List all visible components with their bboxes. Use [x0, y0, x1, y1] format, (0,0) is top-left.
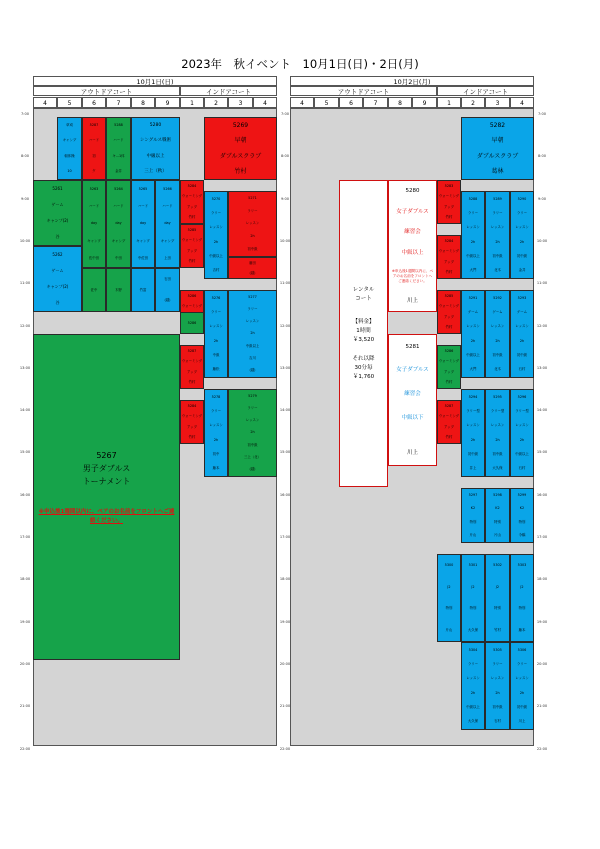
court-number-header: 4 — [290, 97, 314, 108]
event-block[interactable]: 5265 ハード day キャンプ 中佐田 — [131, 180, 155, 268]
event-block[interactable]: 竹富 — [131, 268, 155, 312]
event-block[interactable]: 5292 ゲーム レッスン 2h 初中級 北木 — [485, 290, 510, 378]
court-number-header: 7 — [363, 97, 388, 108]
court-number-header: 4 — [33, 97, 57, 108]
event-block[interactable]: 5281 女子ダブルス 練習会 中級以下 川上 — [388, 334, 437, 466]
time-label: 9:00 — [280, 196, 290, 201]
time-label: 8:00 — [20, 154, 30, 159]
event-block[interactable]: 5284 ウォーミング アップ 竹村 — [180, 180, 204, 224]
time-label: 12:00 — [19, 323, 31, 328]
event-block[interactable]: 5286 ウォーミング アップ 竹村 — [437, 345, 461, 389]
time-label: 18:00 — [536, 577, 548, 582]
time-label: 10:00 — [19, 238, 31, 243]
event-block[interactable]: 5286 — [180, 312, 204, 334]
time-label: 8:00 — [537, 154, 547, 159]
time-label: 13:00 — [279, 365, 291, 370]
event-block[interactable]: 5284 ウォーミング アップ 竹村 — [437, 235, 461, 279]
time-label: 16:00 — [279, 492, 291, 497]
time-label: 18:00 — [279, 577, 291, 582]
time-label: 20:00 — [536, 661, 548, 666]
court-number-header: 1 — [437, 97, 461, 108]
event-block[interactable]: 5297 K2 特別 片山 — [461, 488, 485, 543]
court-number-header: 8 — [131, 97, 155, 108]
time-label: 11:00 — [19, 281, 31, 286]
day1-indoor-header: インドアコート — [180, 86, 277, 96]
court-number-header: 1 — [180, 97, 204, 108]
event-block[interactable]: 5286 ウォーミング — [180, 290, 204, 334]
event-block[interactable]: 5290 ラリー レッスン 2h 初中級 金井 — [510, 191, 534, 279]
court-number-header: 9 — [155, 97, 180, 108]
court-number-header: 4 — [253, 97, 277, 108]
event-block[interactable]: 5305 ラリー レッスン 2h 初中級 石村 — [485, 642, 510, 730]
day1-date-header: 10月1日(日) — [33, 76, 277, 86]
time-label: 22:00 — [536, 746, 548, 751]
time-label: 18:00 — [19, 577, 31, 582]
event-block[interactable]: 5293 ゲーム レッスン 2h 初中級 石村 — [510, 290, 534, 378]
time-label: 9:00 — [20, 196, 30, 201]
event-block[interactable]: 5284 ウォーミング アップ 竹村 — [180, 400, 204, 444]
time-label: 17:00 — [536, 535, 548, 539]
event-block[interactable]: 5289 ラリー レッスン 2h 初中級 北木 — [485, 191, 510, 279]
event-block[interactable]: 5261 ゲーム キャンプ(2) 谷 — [33, 180, 82, 246]
court-number-header: 6 — [82, 97, 106, 108]
time-label: 13:00 — [536, 365, 548, 370]
page-title: 2023年 秋イベント 10月1日(日)・2日(月) — [181, 57, 419, 71]
time-label: 21:00 — [19, 704, 31, 709]
court-number-header: 3 — [485, 97, 510, 108]
court-number-header: 6 — [339, 97, 363, 108]
event-block[interactable]: 5276 ラリー レッスン 2h 中級 藤松 — [204, 290, 228, 378]
event-block[interactable]: 5302 J2 特別 竹村 — [485, 554, 510, 642]
court-number-header: 8 — [388, 97, 412, 108]
time-label: 7:00 — [537, 112, 547, 116]
rental-court-block[interactable]: レンタル コート 【料金】 1時間 ￥3,520 それ以降 30分毎 ￥1,760 — [339, 180, 388, 487]
time-label: 9:00 — [537, 196, 547, 201]
day2-outdoor-header: アウトドアコート — [290, 86, 437, 96]
event-block[interactable]: 5295 ラリー型 レッスン 2h 初中級 大久保 — [485, 389, 510, 477]
time-label: 15:00 — [19, 450, 31, 455]
court-number-header: 3 — [228, 97, 253, 108]
event-block[interactable]: 5271 ラリー レッスン 2h 初中級 — [228, 191, 277, 257]
court-number-header: 4 — [510, 97, 534, 108]
event-block[interactable]: 5266 ハード day キャンプ 上田 — [155, 180, 180, 268]
court-number-header: 2 — [461, 97, 485, 108]
event-block[interactable]: 5306 ラリー レッスン 2h 初中級 川上 — [510, 642, 534, 730]
time-label: 7:00 — [20, 112, 30, 116]
event-block[interactable]: 木野 — [106, 268, 131, 312]
event-block[interactable]: 5280 シングルス戦術 中級以上 三上（秋） — [131, 117, 180, 180]
court-number-header: 7 — [106, 97, 131, 108]
time-label: 11:00 — [279, 281, 291, 286]
time-label: 19:00 — [279, 619, 291, 624]
court-number-header: 5 — [314, 97, 339, 108]
event-block[interactable]: 5299 K2 特別 今橋 — [510, 488, 534, 543]
event-block-tournament[interactable]: 5267 男子ダブルス トーナメント ※申込後1週間以内に、ペアのお名前をフロントへご連絡ください。 — [33, 334, 180, 660]
event-block[interactable]: 5287 ウォーミング アップ 竹村 — [180, 345, 204, 389]
time-label: 16:00 — [536, 492, 548, 497]
time-label: 21:00 — [279, 704, 291, 709]
event-block[interactable]: 5278 ラリー レッスン 2h 初中 藤本 — [204, 389, 228, 477]
time-label: 7:00 — [280, 112, 290, 116]
time-label: 17:00 — [279, 535, 291, 539]
time-label: 19:00 — [19, 619, 31, 624]
event-block[interactable]: 5298 K2 特別 片山 — [485, 488, 510, 543]
event-block[interactable]: 5277 ラリー レッスン 2h 中級以上 吉川 (越) — [228, 290, 277, 378]
time-label: 22:00 — [19, 746, 31, 751]
time-label: 10:00 — [279, 238, 291, 243]
event-block[interactable]: 5269 早朝 ダブルスクラブ 竹村 — [204, 117, 277, 180]
time-label: 14:00 — [19, 408, 31, 413]
event-block[interactable]: 5288 ハード キ...1体 金井 — [106, 117, 131, 180]
time-label: 15:00 — [536, 450, 548, 455]
time-label: 20:00 — [19, 661, 31, 666]
court-number-header: 5 — [57, 97, 82, 108]
time-label: 22:00 — [279, 746, 291, 751]
time-label: 13:00 — [19, 365, 31, 370]
event-block[interactable]: 5294 ラリー型 レッスン 2h 初中級 井上 — [461, 389, 485, 477]
event-block[interactable]: 5263 ハード day キャンプ 佐中田 — [82, 180, 106, 268]
event-block[interactable]: 佐中 — [82, 268, 106, 312]
event-block[interactable]: 5296 ラリー型 レッスン 2h 中級以上 石村 — [510, 389, 534, 477]
event-block[interactable]: 5304 ラリー レッスン 2h 中級以上 大久保 — [461, 642, 485, 730]
event-block[interactable]: 5303 J2 特別 藤本 — [510, 554, 534, 642]
time-label: 19:00 — [536, 619, 548, 624]
time-label: 10:00 — [536, 238, 548, 243]
event-block[interactable]: 5280 女子ダブルス 練習会 中級以上 ※申込後1週間以内に、ペアのお名前をフロントへご連絡ください。 川上 — [388, 180, 437, 312]
event-block[interactable]: 5301 J2 特別 大久保 — [461, 554, 485, 642]
event-block[interactable]: 5264 ハード day キャンプ 中田 — [106, 180, 131, 268]
event-block[interactable]: 5285 ウォーミング アップ 竹村 — [437, 290, 461, 334]
time-label: 12:00 — [536, 323, 548, 328]
time-label: 20:00 — [279, 661, 291, 666]
day2-indoor-header: インドアコート — [437, 86, 534, 96]
event-block[interactable]: 藤田 (越) — [228, 257, 277, 279]
time-label: 16:00 — [19, 492, 31, 497]
event-block[interactable]: 5287 ハード 初 夕 — [82, 117, 106, 180]
court-number-header: 2 — [204, 97, 228, 108]
event-block[interactable]: 5270 ラリー レッスン 2h 中級以上 吉村 — [204, 191, 228, 279]
event-block[interactable]: 5300 J2 特別 片山 — [437, 554, 461, 642]
event-block[interactable]: 5262 ゲーム キャンプ(2) 谷 — [33, 246, 82, 312]
event-block[interactable]: 5288 ラリー レッスン 2h 中級以上 大門 — [461, 191, 485, 279]
court-number-header: 9 — [412, 97, 437, 108]
time-label: 17:00 — [19, 535, 31, 539]
time-label: 12:00 — [279, 323, 291, 328]
event-block[interactable]: 草刈 キャンプ 朝体操 10 — [57, 117, 82, 180]
day2-date-header: 10月2日(月) — [290, 76, 534, 86]
time-label: 14:00 — [536, 408, 548, 413]
event-block[interactable]: 石田 (越) — [155, 268, 180, 312]
event-block[interactable]: 5282 早朝 ダブルスクラブ 葛林 — [461, 117, 534, 180]
event-block[interactable]: 5287 ウォーミング アップ 竹村 — [437, 400, 461, 444]
time-label: 8:00 — [280, 154, 290, 159]
event-block[interactable]: 5279 ラリー レッスン 2h 初中級 三上（北） (越) — [228, 389, 277, 477]
event-block[interactable]: 5285 ウォーミング アップ 竹村 — [180, 224, 204, 268]
day1-outdoor-header: アウトドアコート — [33, 86, 180, 96]
time-label: 11:00 — [536, 281, 548, 286]
time-label: 21:00 — [536, 704, 548, 709]
event-block[interactable]: 5283 ウォーミング アップ 竹村 — [437, 180, 461, 224]
event-block[interactable]: 5291 ゲーム レッスン 2h 中級以上 大門 — [461, 290, 485, 378]
time-label: 15:00 — [279, 450, 291, 455]
time-label: 14:00 — [279, 408, 291, 413]
